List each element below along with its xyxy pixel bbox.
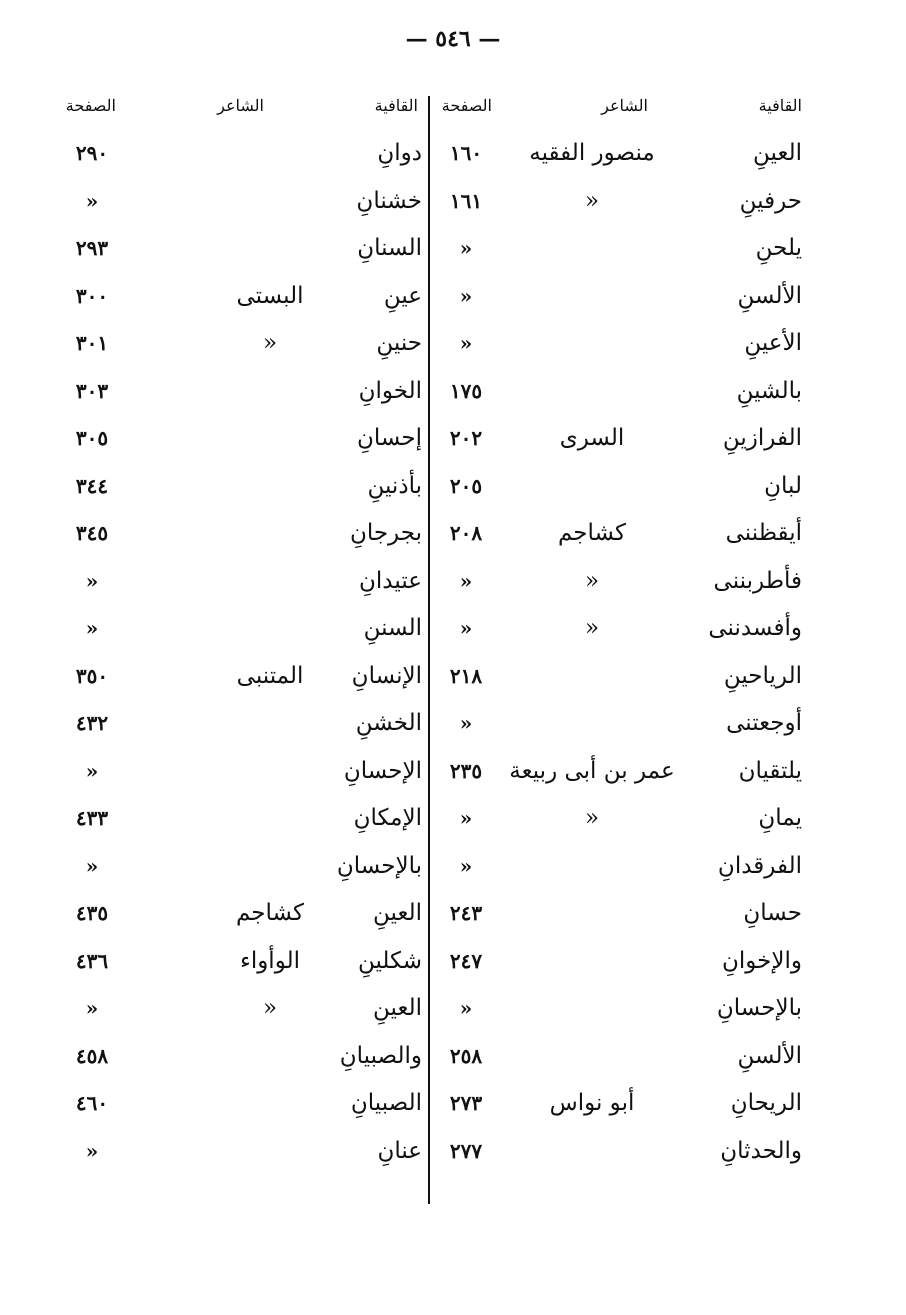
right-qafiya-cell: يلتقيان <box>738 757 802 784</box>
right-safha-cell: ٢٠٨ <box>449 521 483 545</box>
left-qafiya-cell: بأذنينِ <box>367 472 422 499</box>
column-divider <box>428 96 430 1204</box>
right-qafiya-cell: الرياحينِ <box>723 662 802 689</box>
right-qafiya-cell: الريحانِ <box>730 1090 802 1116</box>
right-qafiya-cell: يمانِ <box>758 805 802 831</box>
left-shaer-cell: المتنبى <box>236 662 304 689</box>
right-safha-cell: ٢٧٣ <box>449 1091 483 1115</box>
left-safha-cell: » <box>85 1138 99 1163</box>
right-safha-cell: ١٦٠ <box>449 141 483 165</box>
left-shaer-cell: البستى <box>236 282 304 309</box>
left-shaer-cell: » <box>262 995 278 1021</box>
left-qafiya-cell: الخوانِ <box>358 377 422 404</box>
right-shaer-cell: كشاجم <box>557 520 626 546</box>
left-safha-cell: ٤٣٣ <box>75 806 109 830</box>
right-qafiya-cell: فأطربننى <box>713 567 802 594</box>
right-qafiya-cell: والحدثانِ <box>720 1137 802 1164</box>
right-shaer-cell: أبو نواس <box>549 1090 635 1116</box>
left-qafiya-cell: عينِ <box>383 282 422 309</box>
right-safha-cell: » <box>459 996 473 1020</box>
right-qafiya-cell: أيقظننى <box>725 520 802 546</box>
left-qafiya-cell: عتيدانِ <box>359 567 422 594</box>
right-safha-cell: » <box>459 711 473 735</box>
right-safha-cell: ٢٠٥ <box>449 473 483 498</box>
left-safha-cell: » <box>85 616 99 640</box>
right-safha-cell: » <box>459 568 473 593</box>
right-qafiya-cell: الفرازينِ <box>722 425 802 451</box>
left-safha-cell: » <box>85 188 99 213</box>
right-safha-cell: » <box>459 853 473 878</box>
right-safha-cell: ٢٤٧ <box>449 948 483 973</box>
header-qafiya-left: القافية <box>374 96 418 115</box>
left-safha-cell: » <box>85 568 99 593</box>
right-safha-cell: » <box>459 331 473 355</box>
left-safha-cell: ٤٣٥ <box>75 901 109 925</box>
right-safha-cell: ٢٠٢ <box>449 426 483 450</box>
left-safha-cell: ٣٤٤ <box>75 473 109 498</box>
right-qafiya-cell: حسانِ <box>743 900 802 926</box>
header-safha-left: الصفحة <box>65 96 116 115</box>
header-qafiya-right: القافية <box>758 96 802 115</box>
left-safha-cell: ٤٦٠ <box>75 1091 109 1115</box>
left-qafiya-cell: الإمكانِ <box>353 805 422 831</box>
header-safha-right: الصفحة <box>441 96 492 115</box>
right-shaer-cell: » <box>584 567 600 594</box>
right-shaer-cell: منصور الفقيه <box>529 140 655 166</box>
right-qafiya-cell: والإخوانِ <box>722 947 802 974</box>
left-safha-cell: » <box>85 758 99 783</box>
right-shaer-cell: عمر بن أبى ربيعة <box>509 757 675 784</box>
left-qafiya-cell: السننِ <box>363 615 422 641</box>
right-qafiya-cell: أوجعتنى <box>726 710 802 736</box>
left-qafiya-cell: الإنسانِ <box>351 662 422 689</box>
right-safha-cell: ٢١٨ <box>449 663 483 688</box>
left-qafiya-cell: العينِ <box>373 995 422 1021</box>
right-qafiya-cell: بالإحسانِ <box>716 995 802 1021</box>
left-qafiya-cell: شكلينِ <box>357 947 422 974</box>
left-safha-cell: ٤٥٨ <box>75 1043 109 1068</box>
right-shaer-cell: » <box>584 187 600 214</box>
header-shaer-right: الشاعر <box>601 96 648 115</box>
right-safha-cell: » <box>459 236 473 260</box>
right-qafiya-cell: الأعينِ <box>744 330 802 356</box>
left-safha-cell: ٤٣٢ <box>75 711 109 735</box>
right-shaer-cell: السرى <box>559 425 625 451</box>
left-qafiya-cell: خشنانِ <box>356 187 422 214</box>
left-qafiya-cell: الصبيانِ <box>350 1090 422 1116</box>
left-safha-cell: ٣٥٠ <box>75 663 109 688</box>
right-qafiya-cell: لبانِ <box>764 472 802 499</box>
right-safha-cell: ٢٧٧ <box>449 1138 483 1163</box>
left-safha-cell: ٣٠٠ <box>75 283 109 308</box>
right-shaer-cell: » <box>584 805 600 831</box>
right-qafiya-cell: الألسنِ <box>737 1042 802 1069</box>
left-safha-cell: ٢٩٣ <box>75 236 109 260</box>
header-shaer-left: الشاعر <box>217 96 264 115</box>
left-safha-cell: ٣٠٥ <box>75 426 109 450</box>
left-safha-cell: » <box>85 853 99 878</box>
left-safha-cell: ٣٠٣ <box>75 378 109 403</box>
left-qafiya-cell: الخشنِ <box>355 710 422 736</box>
left-qafiya-cell: العينِ <box>373 900 422 926</box>
right-safha-cell: ٢٤٣ <box>449 901 483 925</box>
right-safha-cell: ٢٣٥ <box>449 758 483 783</box>
left-qafiya-cell: إحسانِ <box>356 425 422 451</box>
page-number: — ٥٤٦ — <box>405 26 501 52</box>
right-qafiya-cell: وأفسدننى <box>708 615 802 641</box>
left-qafiya-cell: السنانِ <box>357 235 422 261</box>
right-safha-cell: » <box>459 616 473 640</box>
right-shaer-cell: » <box>584 615 600 641</box>
right-qafiya-cell: العينِ <box>753 140 802 166</box>
right-qafiya-cell: الفرقدانِ <box>717 852 802 879</box>
right-safha-cell: ١٧٥ <box>449 378 483 403</box>
left-qafiya-cell: عنانِ <box>377 1137 422 1164</box>
left-qafiya-cell: الإحسانِ <box>343 757 422 784</box>
right-qafiya-cell: يلحنِ <box>755 235 802 261</box>
left-safha-cell: ٣٤٥ <box>75 521 109 545</box>
left-safha-cell: ٢٩٠ <box>75 141 109 165</box>
left-qafiya-cell: بجرجانِ <box>349 520 422 546</box>
left-safha-cell: ٣٠١ <box>75 331 109 355</box>
right-safha-cell: ١٦١ <box>449 188 483 213</box>
left-safha-cell: » <box>85 996 99 1020</box>
left-shaer-cell: الوأواء <box>240 947 300 974</box>
right-qafiya-cell: بالشينِ <box>736 377 802 404</box>
left-safha-cell: ٤٣٦ <box>75 948 109 973</box>
left-shaer-cell: » <box>262 330 278 356</box>
left-qafiya-cell: والصبيانِ <box>339 1042 422 1069</box>
left-shaer-cell: كشاجم <box>235 900 304 926</box>
right-safha-cell: » <box>459 806 473 830</box>
right-safha-cell: ٢٥٨ <box>449 1043 483 1068</box>
right-qafiya-cell: حرفينِ <box>739 187 802 214</box>
left-qafiya-cell: حنينِ <box>376 330 422 356</box>
right-safha-cell: » <box>459 283 473 308</box>
left-qafiya-cell: دوانِ <box>377 140 422 166</box>
left-qafiya-cell: بالإحسانِ <box>336 852 422 879</box>
right-qafiya-cell: الألسنِ <box>737 282 802 309</box>
